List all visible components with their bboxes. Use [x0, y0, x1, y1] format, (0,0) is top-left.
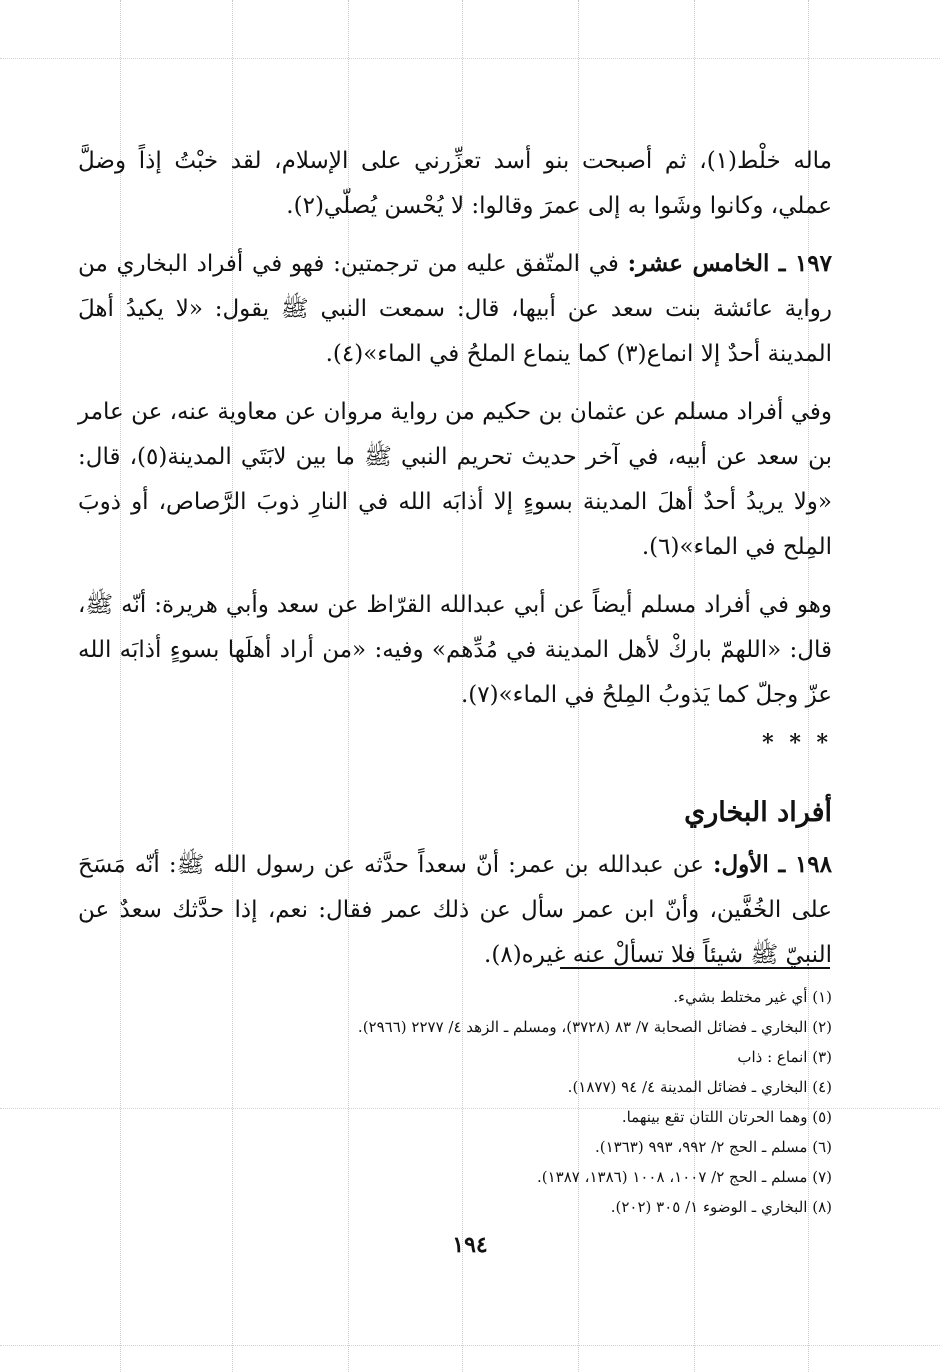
footnote-divider	[560, 967, 830, 969]
footnote-5: (٥) وهما الحرتان اللتان تقع بينهما.	[621, 1108, 832, 1126]
footnote-1: (١) أي غير مختلط بشيء.	[673, 988, 832, 1006]
section-separator: * * *	[762, 730, 832, 756]
section-title: أفراد البخاري	[684, 797, 832, 828]
footnote-2: (٢) البخاري ـ فضائل الصحابة ٧/ ٨٣ (٣٧٢٨)، ومسلم ـ الزهد ٤/ ٢٢٧٧ (٢٩٦٦).	[357, 1018, 832, 1036]
paragraph-text: عن عبدالله بن عمر: أنّ سعداً حدَّثه عن رسول الله ﷺ: أنّه مَسَحَ على الخُفَّين، وأنّ ابن عمر سأل عن ذلك عمر فقال: نعم، إذا حدَّثك سعدٌ عن النبيّ ﷺ شيئاً فلا تسألْ عنه غيره(٨).	[78, 852, 832, 968]
paragraph-text: ماله خلْط(١)، ثم أصبحت بنو أسد تعزِّرني على الإسلام، لقد خبْتُ إذاً وضلَّ عملي، وكانوا وشَوا به إلى عمرَ وقالوا: لا يُحْسن يُصلّي(٢).	[78, 148, 832, 219]
paragraph-2	[78, 241, 832, 377]
grid-line	[0, 58, 940, 59]
footnotes	[132, 982, 832, 1222]
paragraph-text: وهو في أفراد مسلم أيضاً عن أبي عبدالله القرّاظ عن سعد وأبي هريرة: أنّه ﷺ، قال: «اللهمّ باركْ لأهل المدينة في مُدِّهم» وفيه: «من أراد أهلَها بسوءٍ أذابَه الله عزّ وجلّ كما يَذوبُ المِلحُ في الماء»(٧).	[78, 592, 832, 708]
paragraph-text: في المتّفق عليه من ترجمتين: فهو في أفراد البخاري من رواية عائشة بنت سعد عن أبيها، قال: سمعت النبي ﷺ يقول: «لا يكيدُ أهلَ المدينة أحدٌ إلا انماع(٣) كما ينماع الملحُ في الماء»(٤).	[78, 251, 832, 367]
main-text	[78, 138, 832, 990]
paragraph-3	[78, 389, 832, 570]
grid-line	[0, 1345, 940, 1346]
entry-number: ١٩٨ ـ الأول:	[712, 851, 832, 878]
footnote-3: (٣) انماع : ذاب	[737, 1048, 832, 1066]
footnote-6: (٦) مسلم ـ الحج ٢/ ٩٩٢، ٩٩٣ (١٣٦٣).	[594, 1138, 832, 1156]
paragraph-text: وفي أفراد مسلم عن عثمان بن حكيم من رواية مروان عن معاوية عنه، عن عامر بن سعد عن أبيه، في آخر حديث تحريم النبي ﷺ ما بين لابَتَي المدينة(٥)، قال: «ولا يريدُ أحدٌ أهلَ المدينة بسوءٍ إلا أذابَه الله في النارِ ذوبَ الرَّصاص، أو ذوبَ المِلح في الماء»(٦).	[78, 399, 833, 560]
entry-number: ١٩٧ ـ الخامس عشر:	[627, 250, 833, 277]
footnote-4: (٤) البخاري ـ فضائل المدينة ٤/ ٩٤ (١٨٧٧).	[567, 1078, 832, 1096]
paragraph-5	[78, 842, 832, 978]
paragraph-1	[78, 138, 832, 229]
page-number: ١٩٤	[452, 1232, 488, 1258]
paragraph-4	[78, 582, 832, 718]
footnote-8: (٨) البخاري ـ الوضوء ١/ ٣٠٥ (٢٠٢).	[610, 1198, 832, 1216]
footnote-7: (٧) مسلم ـ الحج ٢/ ١٠٠٧، ١٠٠٨ (١٣٨٦، ١٣٨٧).	[536, 1168, 832, 1186]
